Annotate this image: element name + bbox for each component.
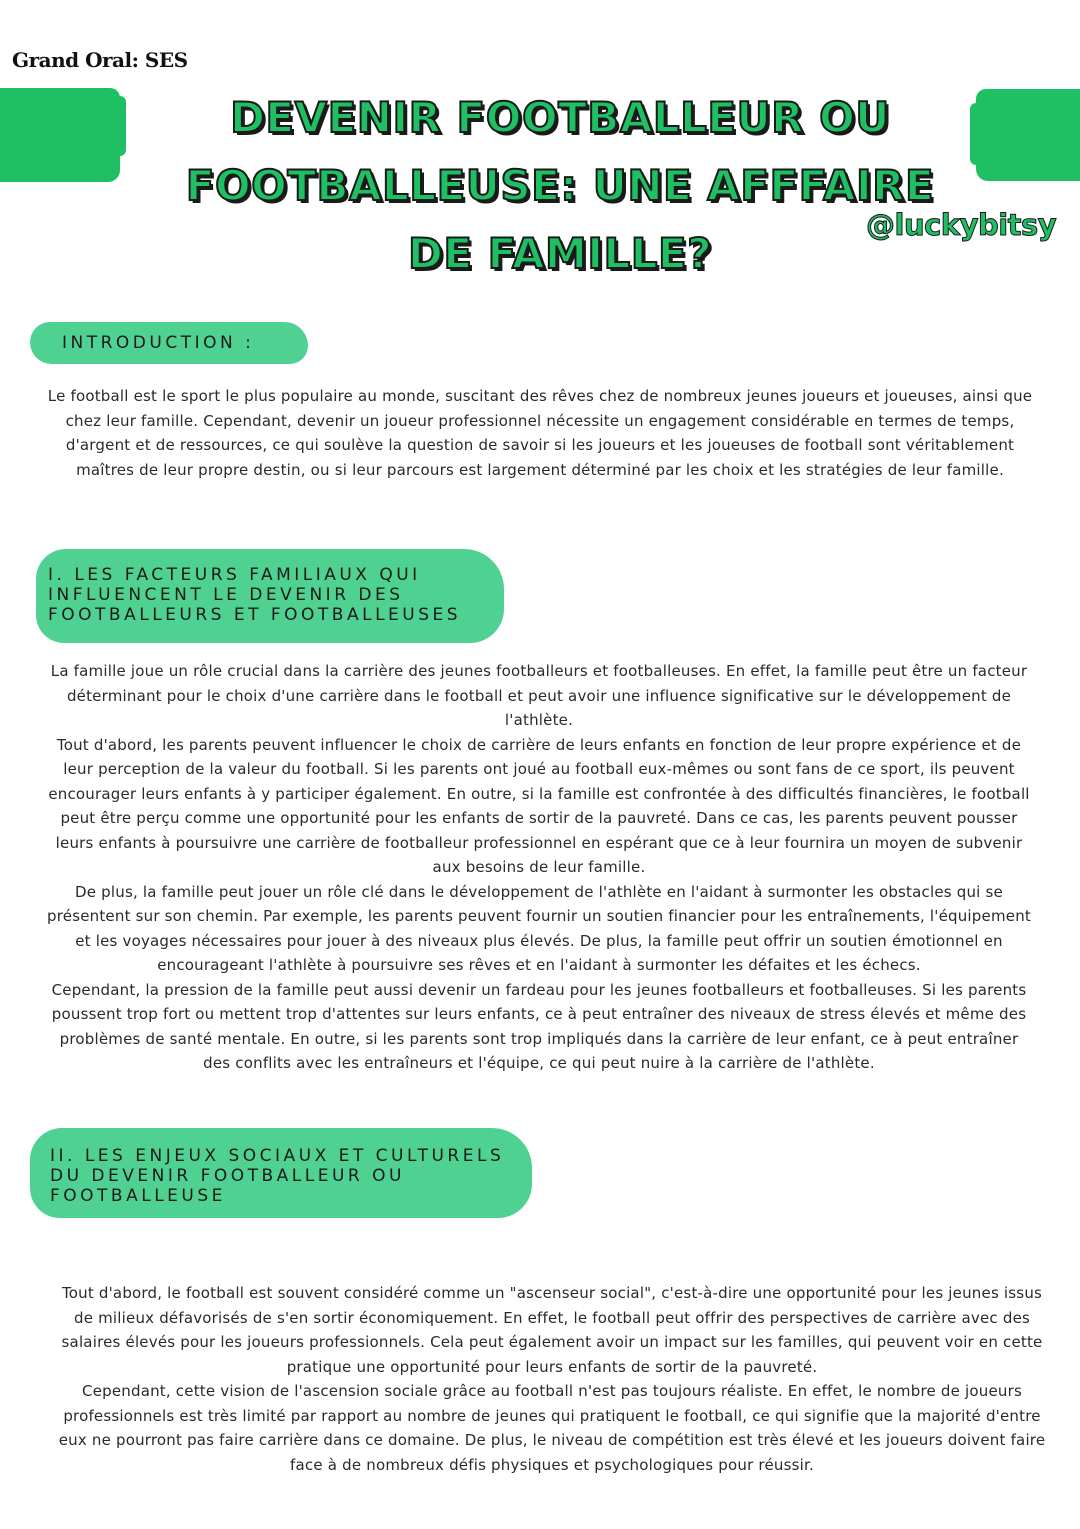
- left-decorative-stripe: [0, 88, 120, 182]
- paragraph: De plus, la famille peut jouer un rôle clé dans le développement de l'athlète en l'aidant à surmonter les obstacles qui se présentent sur son chemin. Par exemple, les parents peuvent fournir un soutien financier pour les entraînements, l'équipement et les voyages nécessaires pour jouer à des niveaux plus élevés. De plus, la famille peut offrir un soutien émotionnel en encourageant l'athlète à poursuivre ses rêves et en l'aidant à surmonter les défaites et les échecs.: [47, 882, 1031, 974]
- paragraph: Tout d'abord, le football est souvent considéré comme un "ascenseur social", c'est-à-dire une opportunité pour les jeunes issus de milieux défavorisés de s'en sortir économiquement. En effet, le football peut offrir des perspectives de carrière avec des salaires élevés pour les joueurs professionnels. Cela peut également avoir un impact sur les familles, qui peuvent voir en cette pratique une opportunité pour leurs enfants de sortir de la pauvreté.: [61, 1284, 1043, 1376]
- section-heading-part-2: [30, 1128, 532, 1218]
- introduction-text: [40, 384, 1040, 482]
- section-heading-text: II. LES ENJEUX SOCIAUX ET CULTURELS DU DEVENIR FOOTBALLEUR OU FOOTBALLEUSE: [50, 1146, 505, 1206]
- right-decorative-stripe: [976, 89, 1080, 181]
- paragraph: Cependant, cette vision de l'ascension sociale grâce au football n'est pas toujours réaliste. En effet, le nombre de joueurs professionnels est très limité par rapport au nombre de jeunes qui pratiquent le football, ce qui signifie que la majorité d'entre eux ne pourront pas faire carrière dans ce domaine. De plus, le niveau de compétition est très élevé et les joueurs doivent faire face à de nombreux défis physiques et psychologiques pour réussir.: [58, 1382, 1046, 1474]
- paragraph: Tout d'abord, les parents peuvent influencer le choix de carrière de leurs enfants en fonction de leur propre expérience et de leur perception de la valeur du football. Si les parents ont joué au football eux-mêmes ou sont fans de ce sport, ils peuvent encourager leurs enfants à y participer également. En outre, si la famille est confrontée à des difficultés financières, le football peut être perçu comme une opportunité pour les enfants de sortir de la pauvreté. Dans ce cas, les parents peuvent pousser leurs enfants à poursuivre une carrière de footballeur professionnel en espérant que ce à leur fournira un moyen de subvenir aux besoins de leur famille.: [48, 735, 1030, 876]
- paragraph: Le football est le sport le plus populaire au monde, suscitant des rêves chez de nombreux jeunes joueurs et joueuses, ainsi que chez leur famille. Cependant, devenir un joueur professionnel nécessite un engagement considérable en termes de temps, d'argent et de ressources, ce qui soulève la question de savoir si les joueurs et les joueuses de football sont véritablement maîtres de leur propre destin, ou si leur parcours est largement déterminé par les choix et les stratégies de leur famille.: [47, 387, 1033, 479]
- paragraph: La famille joue un rôle crucial dans la carrière des jeunes footballeurs et footballeuses. En effet, la famille peut être un facteur déterminant pour le choix d'une carrière dans le football et peut avoir une influence significative sur le développement de l'athlète.: [50, 662, 1028, 729]
- section-heading-text: INTRODUCTION :: [62, 333, 255, 353]
- section-heading-introduction: [30, 322, 308, 364]
- page-title: DEVENIR FOOTBALLEUR OU FOOTBALLEUSE: UNE AFFFAIRE DE FAMILLE?: [185, 93, 935, 278]
- section-heading-part-1: [36, 549, 504, 643]
- paragraph: Cependant, la pression de la famille peut aussi devenir un fardeau pour les jeunes footballeurs et footballeuses. Si les parents poussent trop fort ou mettent trop d'attentes sur leurs enfants, ce à peut entraîner des niveaux de stress élevés et même des problèmes de santé mentale. En outre, si les parents sont trop impliqués dans la carrière de leur enfant, ce à peut entraîner des conflits avec les entraîneurs et l'équipe, ce qui peut nuire à la carrière de l'athlète.: [51, 980, 1027, 1072]
- author-handle: @luckybitsy: [866, 208, 1057, 242]
- section-heading-text: I. LES FACTEURS FAMILIAUX QUI INFLUENCENT LE DEVENIR DES FOOTBALLEURS ET FOOTBALLEUSES: [48, 565, 462, 625]
- subject-label: Grand Oral: SES: [12, 48, 188, 72]
- part-1-text: [44, 659, 1034, 1076]
- part-2-text: [52, 1281, 1052, 1477]
